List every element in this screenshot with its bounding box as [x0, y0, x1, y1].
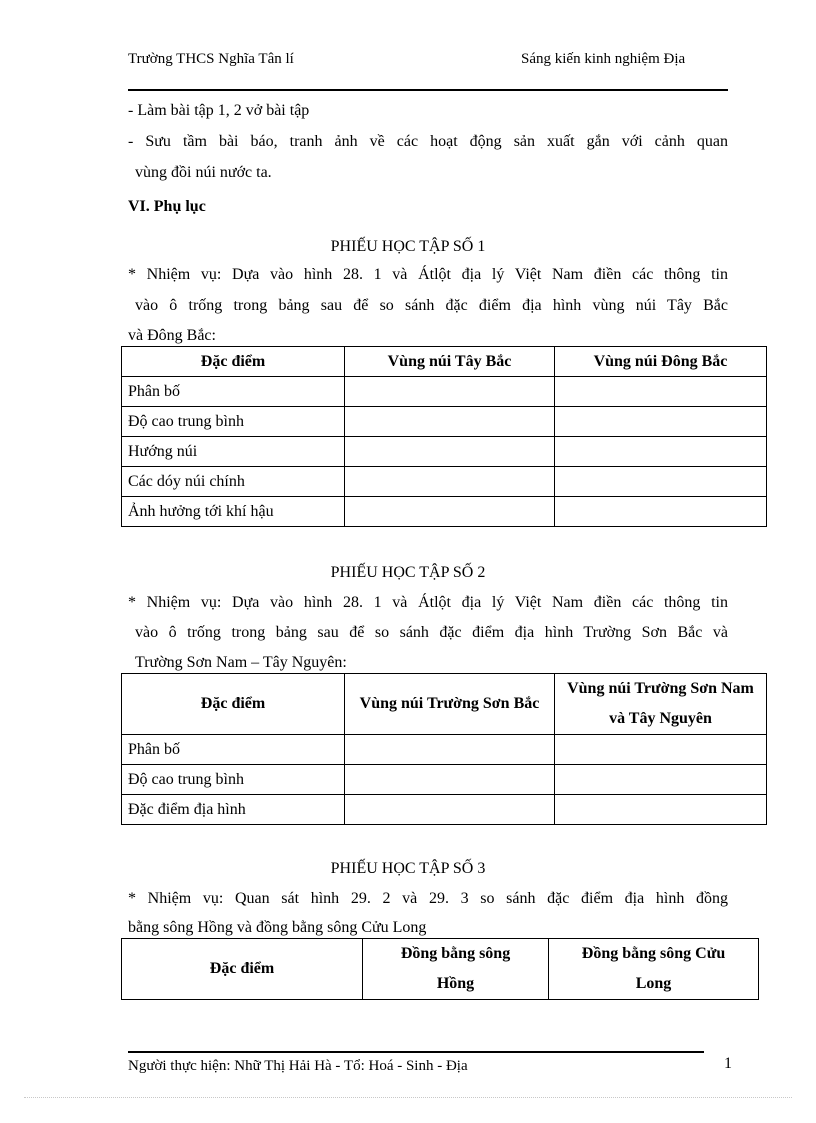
header-rule [128, 89, 728, 91]
intro-line-3: vùng đồi núi nước ta. [135, 164, 272, 181]
sheet1-line-1: * Nhiệm vụ: Dựa vào hình 28. 1 và Átlột địa lý Việt Nam điền các thông tin [128, 266, 728, 283]
sheet1-table [121, 346, 767, 527]
intro-line-1: - Làm bài tập 1, 2 vở bài tập [128, 102, 310, 119]
sheet3-table [121, 938, 759, 1000]
table-cell[interactable] [555, 407, 767, 437]
sheet1-header-feature: Đặc điểm [122, 347, 345, 377]
sheet3-line-1: * Nhiệm vụ: Quan sát hình 29. 2 và 29. 3 so sánh đặc điểm địa hình đồng [128, 890, 728, 907]
footer-author: Người thực hiện: Nhữ Thị Hải Hà - Tổ: Hoá - Sinh - Địa [128, 1058, 468, 1074]
table-cell[interactable] [345, 467, 555, 497]
table-cell[interactable] [345, 735, 555, 765]
sheet2-header-north: Vùng núi Trường Sơn Bắc [345, 674, 555, 735]
table-cell[interactable] [345, 795, 555, 825]
sheet1-row-label: Các dóy núi chính [122, 467, 345, 497]
sheet2-line-3: Trường Sơn Nam – Tây Nguyên: [135, 654, 347, 671]
sheet1-header-northeast: Vùng núi Đông Bắc [555, 347, 767, 377]
table-cell[interactable] [345, 437, 555, 467]
header-school: Trường THCS Nghĩa Tân lí [128, 51, 294, 67]
sheet1-line-2: vào ô trống trong bảng sau để so sánh đặc điểm địa hình vùng núi Tây Bắc [135, 297, 728, 314]
sheet2-line-1: * Nhiệm vụ: Dựa vào hình 28. 1 và Átlột địa lý Việt Nam điền các thông tin [128, 594, 728, 611]
sheet1-line-3: và Đông Bắc: [128, 327, 216, 344]
sheet2-line-2: vào ô trống trong bảng sau để so sánh đặc điểm địa hình Trường Sơn Bắc và [135, 624, 728, 641]
table-cell[interactable] [555, 795, 767, 825]
page-bottom-border [24, 1097, 792, 1098]
table-cell[interactable] [345, 497, 555, 527]
table-cell[interactable] [555, 765, 767, 795]
sheet1-row-label: Hướng núi [122, 437, 345, 467]
sheet1-header-northwest: Vùng núi Tây Bắc [345, 347, 555, 377]
sheet2-row-label: Phân bố [122, 735, 345, 765]
table-cell[interactable] [345, 765, 555, 795]
sheet2-row-label: Độ cao trung bình [122, 765, 345, 795]
sheet1-row-label: Ảnh hưởng tới khí hậu [122, 497, 345, 527]
page-number: 1 [724, 1055, 732, 1072]
table-cell[interactable] [555, 467, 767, 497]
table-cell[interactable] [555, 497, 767, 527]
table-cell[interactable] [555, 377, 767, 407]
sheet2-title: PHIẾU HỌC TẬP SỐ 2 [330, 564, 486, 581]
header-title: Sáng kiến kinh nghiệm Địa [521, 51, 686, 67]
sheet2-header-south: Vùng núi Trường Sơn Nam và Tây Nguyên [555, 674, 767, 735]
sheet3-header-feature: Đặc điểm [122, 939, 363, 1000]
table-cell[interactable] [345, 407, 555, 437]
table-cell[interactable] [555, 437, 767, 467]
sheet1-title: PHIẾU HỌC TẬP SỐ 1 [330, 238, 486, 255]
sheet1-row-label: Độ cao trung bình [122, 407, 345, 437]
sheet2-row-label: Đặc điểm địa hình [122, 795, 345, 825]
sheet2-table [121, 673, 767, 825]
sheet2-header-feature: Đặc điểm [122, 674, 345, 735]
sheet3-title: PHIẾU HỌC TẬP SỐ 3 [330, 860, 486, 877]
footer-rule [128, 1051, 704, 1053]
sheet1-row-label: Phân bố [122, 377, 345, 407]
sheet3-line-2: bằng sông Hồng và đồng bằng sông Cửu Long [128, 919, 427, 936]
section-heading: VI. Phụ lục [128, 198, 206, 215]
table-cell[interactable] [555, 735, 767, 765]
sheet3-header-red-river: Đồng bằng sông Hồng [363, 939, 549, 1000]
sheet3-header-mekong: Đồng bằng sông Cửu Long [549, 939, 759, 1000]
intro-line-2: - Sưu tầm bài báo, tranh ảnh về các hoạt động sản xuất gắn với cảnh quan [128, 133, 728, 150]
table-cell[interactable] [345, 377, 555, 407]
